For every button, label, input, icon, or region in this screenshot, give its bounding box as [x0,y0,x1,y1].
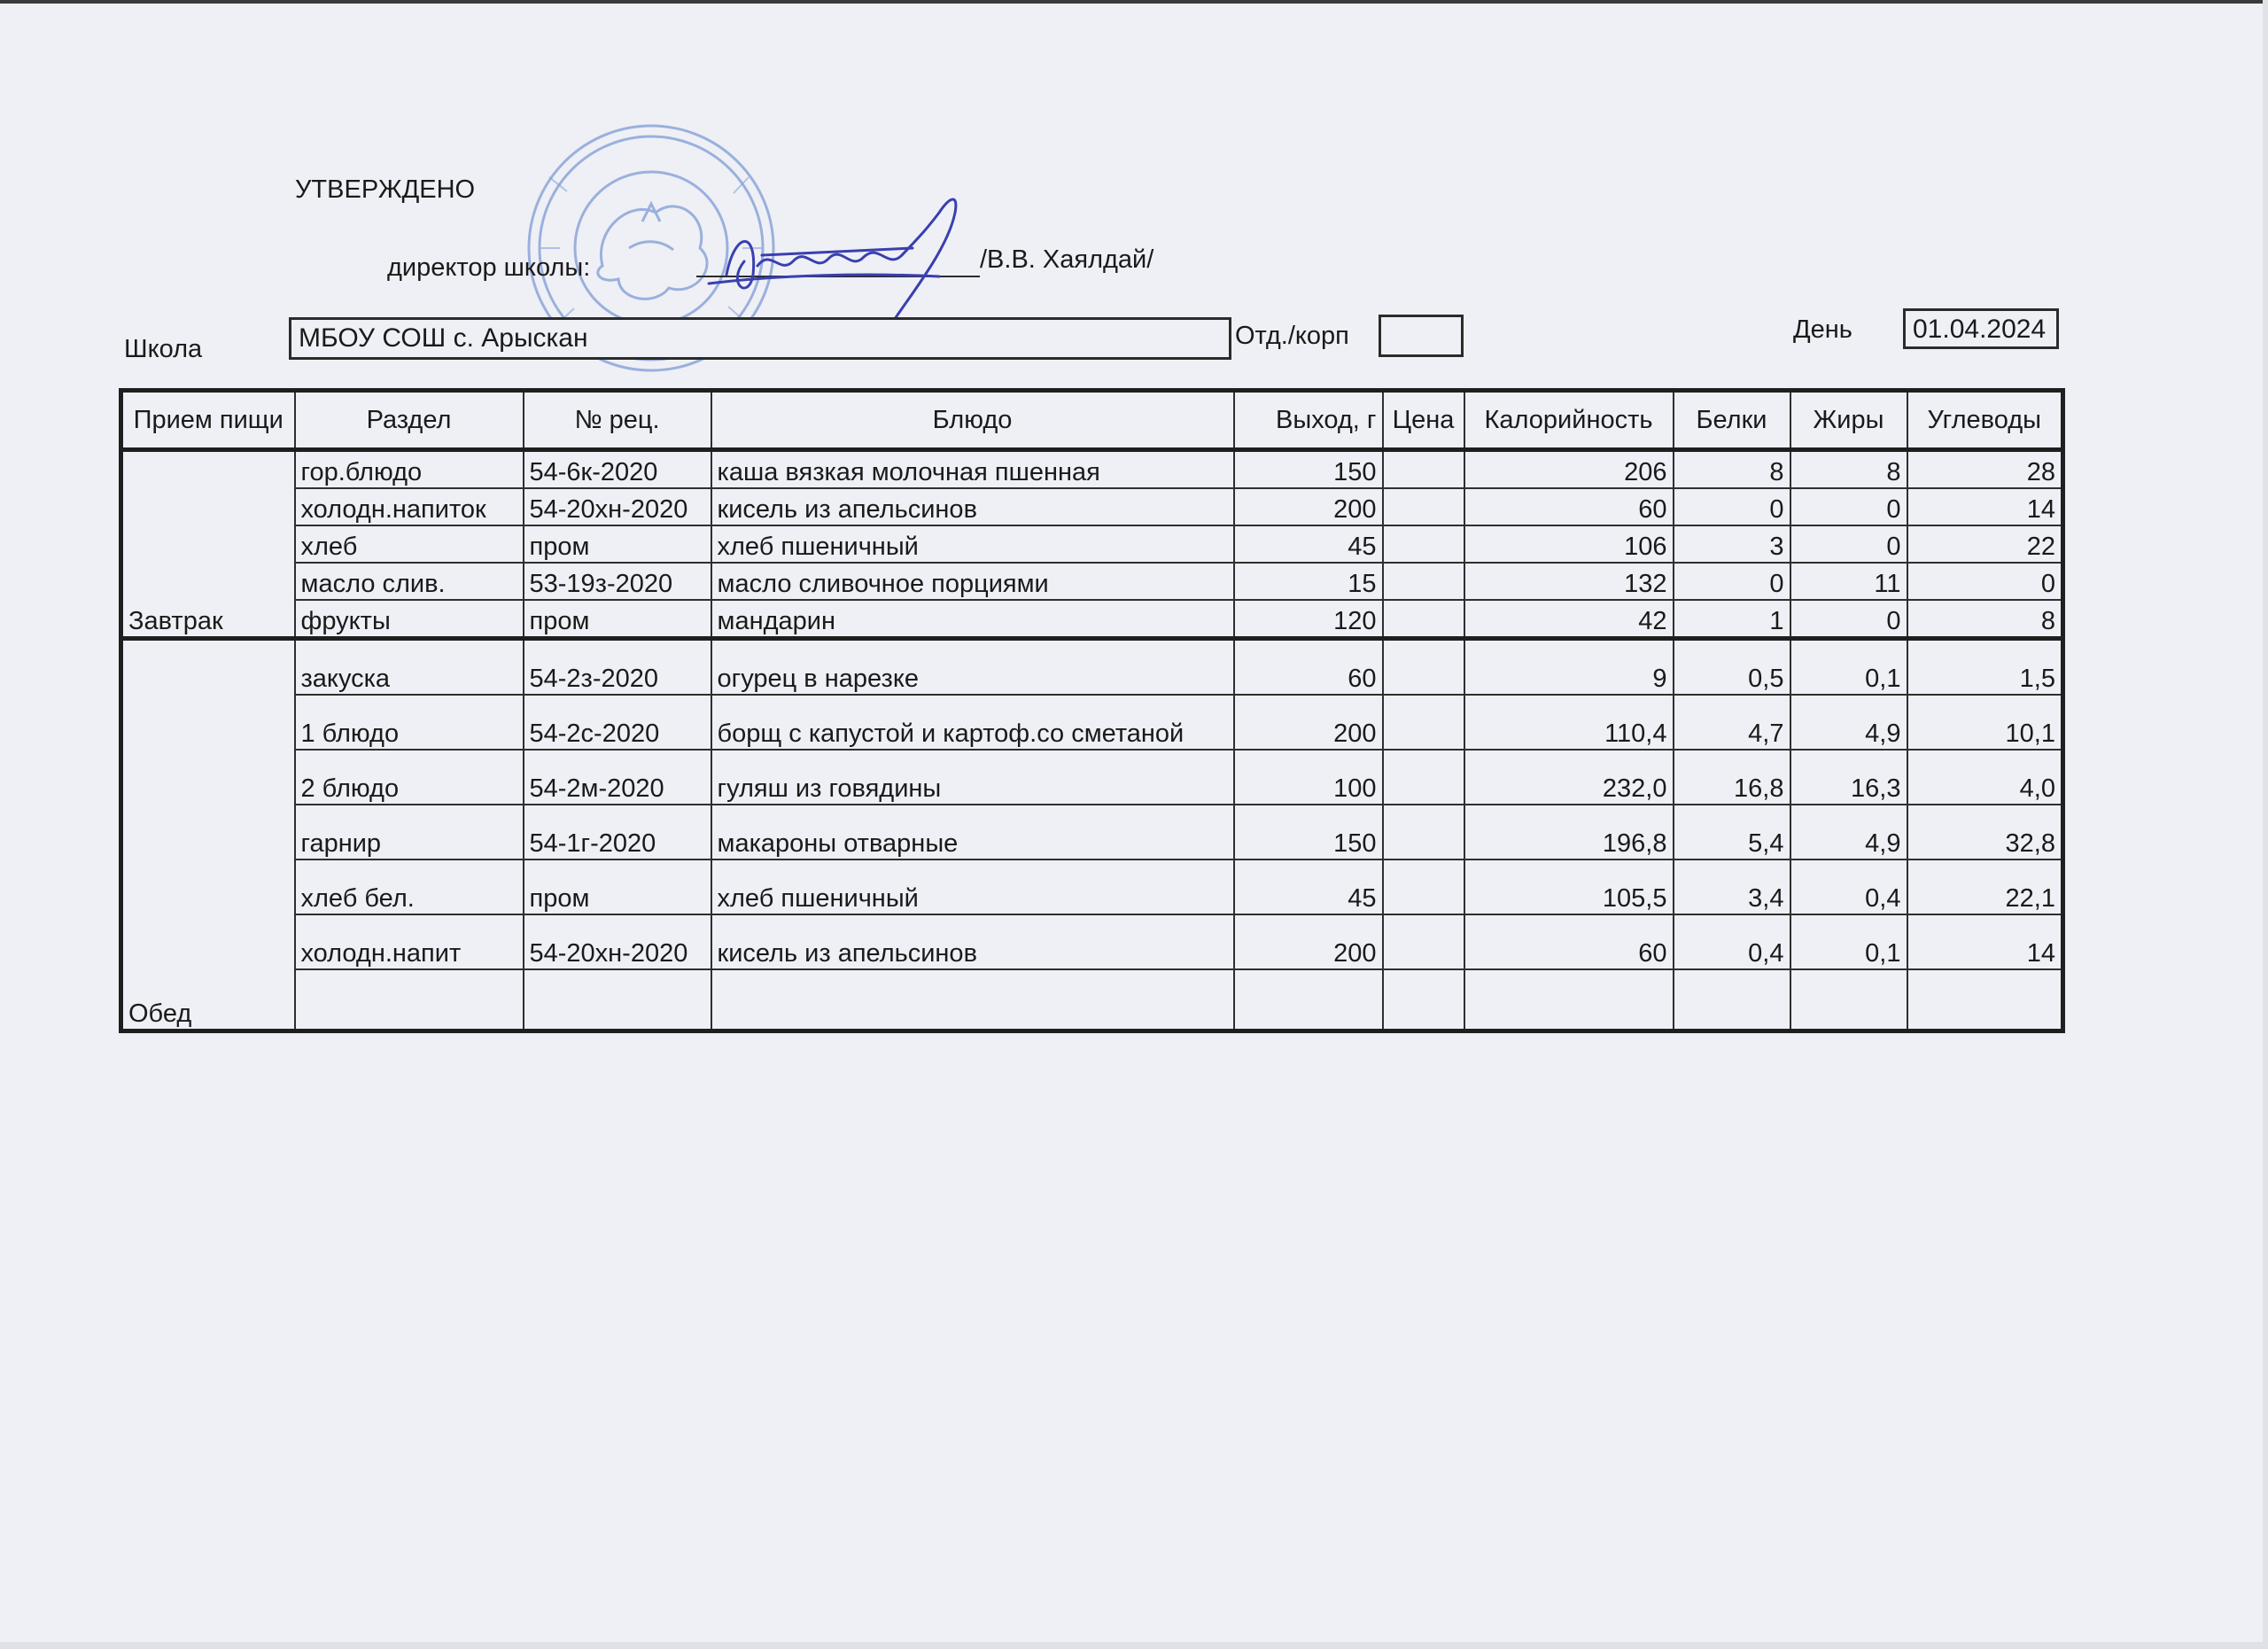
scan-bottom-edge [0,1642,2268,1649]
table-row [121,860,2063,914]
price-cell [1383,600,1464,639]
fat-cell: 0,4 [1790,860,1907,914]
fat-cell: 4,9 [1790,695,1907,750]
yield-cell: 200 [1234,488,1383,525]
recipe-cell: 54-20хн-2020 [524,914,711,969]
protein-cell: 3 [1674,525,1790,563]
kcal-cell: 232,0 [1464,750,1674,805]
empty-cell [1464,969,1674,1031]
section-cell: гор.блюдо [295,450,524,489]
protein-cell: 0 [1674,563,1790,600]
section-cell: масло слив. [295,563,524,600]
table-header-row [121,391,2063,450]
yield-cell: 45 [1234,860,1383,914]
yield-cell: 200 [1234,914,1383,969]
fat-cell: 11 [1790,563,1907,600]
protein-cell: 1 [1674,600,1790,639]
dish-cell: мандарин [711,600,1234,639]
dish-cell: хлеб пшеничный [711,860,1234,914]
table-row [121,600,2063,639]
protein-cell: 4,7 [1674,695,1790,750]
director-label: директор школы: [387,253,591,282]
carbs-cell: 8 [1907,600,2063,639]
table-row [121,750,2063,805]
recipe-cell: 54-1г-2020 [524,805,711,860]
kcal-cell: 42 [1464,600,1674,639]
dish-cell: гуляш из говядины [711,750,1234,805]
approved-title: УТВЕРЖДЕНО [295,175,476,204]
carbs-cell: 14 [1907,914,2063,969]
empty-cell [1234,969,1383,1031]
recipe-cell: 54-6к-2020 [524,450,711,489]
day-label: День [1793,315,1852,344]
director-signature [673,177,1028,337]
dish-cell: масло сливочное порциями [711,563,1234,600]
yield-cell: 200 [1234,695,1383,750]
empty-cell [1674,969,1790,1031]
price-cell [1383,563,1464,600]
carbs-cell: 22 [1907,525,2063,563]
price-cell [1383,914,1464,969]
recipe-cell: пром [524,600,711,639]
fat-cell: 0 [1790,525,1907,563]
recipe-cell: 54-20хн-2020 [524,488,711,525]
section-cell: 2 блюдо [295,750,524,805]
carbs-cell: 10,1 [1907,695,2063,750]
protein-cell: 8 [1674,450,1790,489]
column-header: Белки [1674,391,1790,450]
kcal-cell: 60 [1464,914,1674,969]
protein-cell: 0,4 [1674,914,1790,969]
fat-cell: 8 [1790,450,1907,489]
price-cell [1383,639,1464,696]
dish-cell: борщ с капустой и картоф.со сметаной [711,695,1234,750]
empty-cell [711,969,1234,1031]
dish-cell: каша вязкая молочная пшенная [711,450,1234,489]
dish-cell: макароны отварные [711,805,1234,860]
yield-cell: 150 [1234,805,1383,860]
kcal-cell: 110,4 [1464,695,1674,750]
table-row [121,914,2063,969]
empty-cell [295,969,524,1031]
menu-table [119,388,2065,1033]
kcal-cell: 105,5 [1464,860,1674,914]
kcal-cell: 9 [1464,639,1674,696]
day-field: 01.04.2024 [1903,308,2059,349]
column-header: № рец. [524,391,711,450]
carbs-cell: 14 [1907,488,2063,525]
dish-cell: кисель из апельсинов [711,488,1234,525]
dept-field [1379,315,1464,357]
table-row [121,488,2063,525]
price-cell [1383,805,1464,860]
column-header: Калорийность [1464,391,1674,450]
price-cell [1383,488,1464,525]
carbs-cell: 22,1 [1907,860,2063,914]
column-header: Цена [1383,391,1464,450]
protein-cell: 0,5 [1674,639,1790,696]
section-cell: гарнир [295,805,524,860]
kcal-cell: 132 [1464,563,1674,600]
yield-cell: 15 [1234,563,1383,600]
table-row [121,525,2063,563]
kcal-cell: 206 [1464,450,1674,489]
carbs-cell: 4,0 [1907,750,2063,805]
carbs-cell: 0 [1907,563,2063,600]
recipe-cell: 53-19з-2020 [524,563,711,600]
table-row [121,639,2063,696]
empty-cell [1907,969,2063,1031]
recipe-cell: 54-2з-2020 [524,639,711,696]
empty-cell [1790,969,1907,1031]
table-row [121,695,2063,750]
column-header: Выход, г [1234,391,1383,450]
price-cell [1383,860,1464,914]
price-cell [1383,525,1464,563]
column-header: Блюдо [711,391,1234,450]
carbs-cell: 1,5 [1907,639,2063,696]
fat-cell: 0 [1790,600,1907,639]
dish-cell: хлеб пшеничный [711,525,1234,563]
empty-cell [524,969,711,1031]
column-header: Прием пищи [121,391,295,450]
section-cell: холодн.напит [295,914,524,969]
dish-cell: огурец в нарезке [711,639,1234,696]
column-header: Раздел [295,391,524,450]
dept-label: Отд./корп [1235,322,1349,350]
recipe-cell: 54-2с-2020 [524,695,711,750]
fat-cell: 0,1 [1790,914,1907,969]
carbs-cell: 28 [1907,450,2063,489]
school-label: Школа [124,335,203,363]
recipe-cell: пром [524,860,711,914]
scan-top-edge [0,0,2268,4]
column-header: Жиры [1790,391,1907,450]
protein-cell: 3,4 [1674,860,1790,914]
meal-cell-lunch: Обед [121,639,295,1031]
carbs-cell: 32,8 [1907,805,2063,860]
kcal-cell: 106 [1464,525,1674,563]
section-cell: хлеб [295,525,524,563]
section-cell: хлеб бел. [295,860,524,914]
dish-cell: кисель из апельсинов [711,914,1234,969]
director-name: /В.В. Хаялдай/ [980,245,1154,274]
fat-cell: 4,9 [1790,805,1907,860]
table-row [121,563,2063,600]
protein-cell: 16,8 [1674,750,1790,805]
kcal-cell: 196,8 [1464,805,1674,860]
empty-cell [1383,969,1464,1031]
school-field: МБОУ СОШ с. Арыскан [289,317,1231,360]
kcal-cell: 60 [1464,488,1674,525]
price-cell [1383,450,1464,489]
yield-cell: 120 [1234,600,1383,639]
yield-cell: 150 [1234,450,1383,489]
yield-cell: 45 [1234,525,1383,563]
fat-cell: 0,1 [1790,639,1907,696]
empty-table-row [121,969,2063,1031]
section-cell: фрукты [295,600,524,639]
scan-right-edge [2263,0,2268,1649]
table-row [121,805,2063,860]
yield-cell: 60 [1234,639,1383,696]
fat-cell: 16,3 [1790,750,1907,805]
recipe-cell: 54-2м-2020 [524,750,711,805]
protein-cell: 5,4 [1674,805,1790,860]
price-cell [1383,695,1464,750]
table-row [121,450,2063,489]
recipe-cell: пром [524,525,711,563]
protein-cell: 0 [1674,488,1790,525]
meal-cell-breakfast: Завтрак [121,450,295,639]
fat-cell: 0 [1790,488,1907,525]
column-header: Углеводы [1907,391,2063,450]
section-cell: 1 блюдо [295,695,524,750]
yield-cell: 100 [1234,750,1383,805]
section-cell: холодн.напиток [295,488,524,525]
price-cell [1383,750,1464,805]
section-cell: закуска [295,639,524,696]
